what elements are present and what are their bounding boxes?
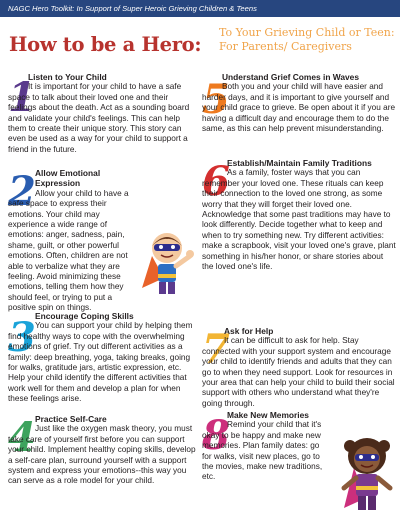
section-8-body: Remind your child that it's okay to be happy and make new memories. Plan family dates: go for walks, visit new places, go to the movies, make new traditions, etc. [202,420,323,482]
section-3-number: 3 [8,314,36,361]
subtitle-line-2: For Parents/ Caregivers [219,39,352,53]
section-2-body: Allow your child to have a safe space to express their emotions. Your child may experience a wide range of emotions: anger, sadness, pain, shame, guilt, or other powerful emotions. Often, children are not able to verbalize what they are feeling. Avoid minimizing these emotions, telling them how they should feel, or trying to put a positive spin on things. [8,188,129,313]
section-5-number: 5 [202,76,230,123]
section-5 [202,72,396,134]
section-8 [202,410,330,483]
section-3 [8,311,200,405]
section-6 [202,158,396,272]
page-title: How to be a Hero: [9,33,202,56]
subtitle-line-1: To Your Grieving Child or Teen: [219,26,395,39]
section-4-number: 4 [8,414,36,461]
section-2-number: 2 [8,168,36,215]
section-5-title: Understand Grief Comes in Waves [222,72,359,82]
superhero-boy-illustration [138,226,196,298]
section-6-body: As a family, foster ways that you can remember your loved one. These rituals can keep their connection to the loved one strong, as some worry that they will forget their loved one. Acknowledge that some past traditions may have to look differently. Decide together what to keep and when to try something new. Try different activities: make a scrapbook, visit your loved one's grave, plant something in his/her honor, or share stories about the loved one's life. [202,168,396,272]
section-7 [202,326,396,409]
section-6-number: 6 [202,158,230,205]
section-5-body: Both you and your child will have easier and harder days, and it is important to give yourself and your child grace to grieve. Be open about it if you are having a difficult day and encourage them to do the same, as this can help prevent misunderstanding. [202,82,396,134]
section-1-title: Listen to Your Child [28,72,107,82]
section-1-body: It is important for your child to have a safe space to talk about their loved one and their feelings about the death. Act as a sounding board and validate your child's feelings. This can help them to create their unique story. This story can even be used as a way for your child to support a friend in the future. [8,82,190,154]
section-8-number: 8 [202,412,230,459]
section-7-body: It can be difficult to ask for help. Stay connected with your support system and encourage your child to identify friends and adults that they can go to when they need support. Look for resources in your area that can help your child to build their social support with others who understand what they're going through. [202,336,395,408]
section-2 [8,168,130,314]
section-3-title: Encourage Coping Skills [35,311,134,321]
section-4-body: Just like the oxygen mask theory, you must take care of yourself first before you can support your child. Implement healthy coping skills, develop a self-care plan, surround yourself with a support system and express your emotions--this way you can serve as a role model for your child. [8,424,196,486]
section-1-number: 1 [8,74,36,121]
section-4 [8,414,200,487]
section-2-title: Allow Emotional Expression [35,168,101,189]
section-4-title: Practice Self-Care [35,414,107,424]
section-7-title: Ask for Help [224,326,274,336]
section-3-body: You can support your child by helping them find healthy ways to cope with the overwhelming emotions of grief. Try out different activities as a family: deep breathing, yoga, taking breaks, going for walks, gratitude jars, artistic expression, etc. Help your child identify the different activities that work well for them and develop a plan for when these feelings arise. [8,321,193,404]
section-1 [8,72,198,155]
superhero-girl-illustration [336,434,396,514]
section-6-title: Establish/Maintain Family Traditions [227,158,372,168]
page-subtitle [219,26,399,53]
header-banner: NAGC Hero Toolkit: In Support of Super Heroic Grieving Children & Teens [0,0,400,17]
section-8-title: Make New Memories [227,410,309,420]
section-7-number: 7 [202,326,230,373]
